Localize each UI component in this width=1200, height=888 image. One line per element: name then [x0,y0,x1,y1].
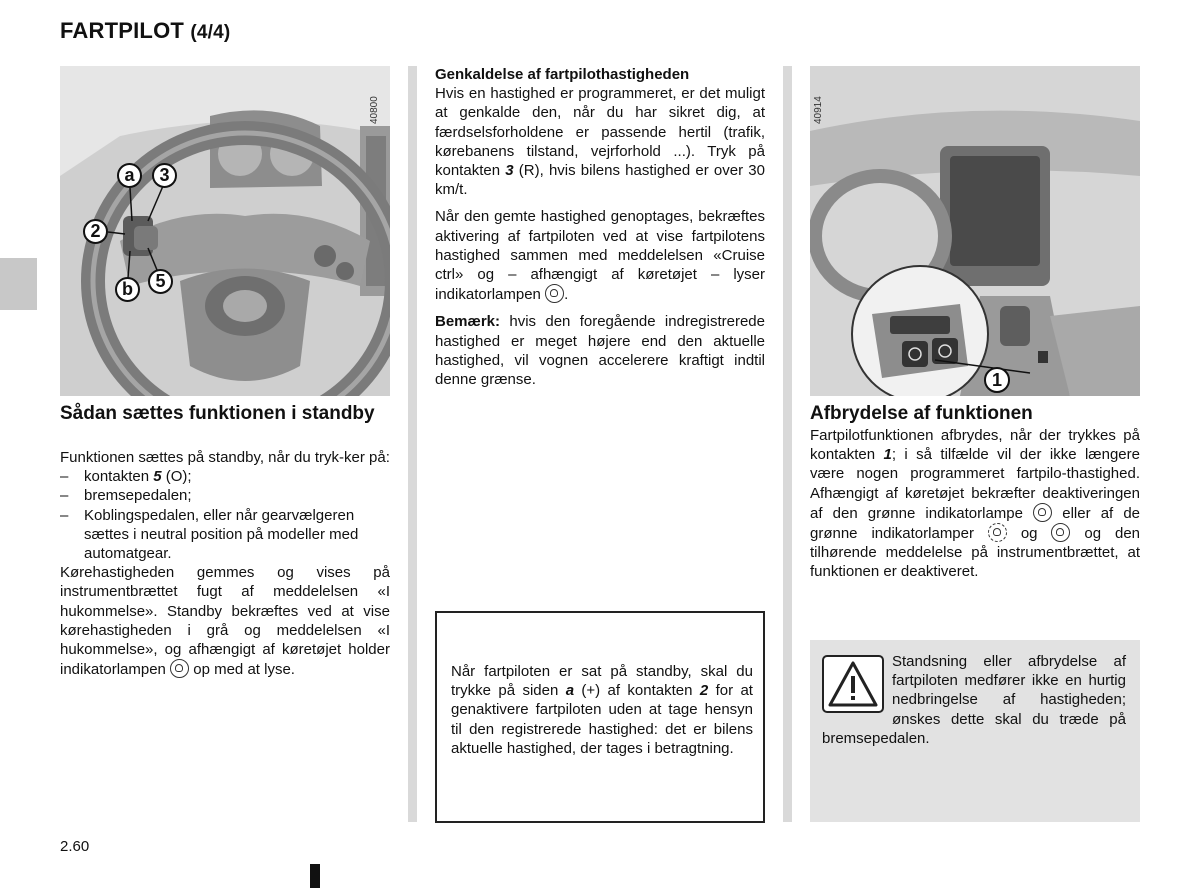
cruise-control-indicator-icon [545,284,564,303]
cruise-control-indicator-icon [1051,523,1070,542]
callout-b: b [115,277,140,302]
standby-intro: Funktionen sættes på standby, når du tryk-ker på: [60,449,390,466]
page-title [60,18,230,44]
callout-5: 5 [148,269,173,294]
page-edge-marker [310,864,320,888]
callout-leader-lines [60,66,390,396]
cruise-control-indicator-icon [988,523,1007,542]
figure-code: 40914 [813,96,824,124]
list-item: – bremsepedalen; [60,487,192,505]
chapter-tab [0,258,37,310]
steering-wheel-illustration [60,66,390,396]
column-divider [408,66,417,822]
callout-2: 2 [83,219,108,244]
warning-box [810,640,1140,822]
figure-code: 40800 [369,96,380,124]
section-heading-standby: Sådan sættes funktionen i standby [60,403,375,424]
section-heading-cancel: Afbrydelse af funktionen [810,403,1033,424]
title-part: (4/4) [190,22,231,43]
page-number: 2.60 [60,838,90,855]
section-heading-recall: Genkaldelse af fartpilothastigheden [435,66,690,83]
recall-paragraph-1: Hvis en hastighed er programmeret, er det muligt at genkalde den, når du har sikret dig, at færdselsforholdene er passende hertil (trafik, kørebanens tilstand, vejrforhold ...). Tryk på kontakten 3 (R), hvis bilens hastighed er over 30 km/t. [435,85,765,199]
dashboard-switch-illustration [810,66,1140,396]
list-item: – kontakten 5 (O); [60,468,192,486]
recall-section [435,65,765,389]
warning-text: Standsning eller afbrydelse af fartpiloten medfører ikke en hurtig nedbringelse af hastigheden; ønskes dette skal du træde på bremsepedalen. [822,653,1126,747]
callout-1: 1 [984,367,1010,393]
standby-paragraph: Kørehastigheden gemmes og vises på instrumentbrættet fugt af meddelelsen «I hukommelse». Standby bekræftes ved at vise kørehastigheden i grå og meddelelsen «I hukommelse», og afhængigt af køretøjet holder indikatorlampen op med at lyse. [60,564,390,679]
callout-3: 3 [152,163,177,188]
cruise-control-indicator-icon [1033,503,1052,522]
standby-note-box [435,611,765,823]
title-main: FARTPILOT [60,18,185,43]
recall-note: Bemærk: hvis den foregående indregistrerede hastighed er meget højere end den aktuelle hastighed, vil vognen accelerere kraftigt indtil denne grænse. [435,313,765,389]
standby-body [60,448,390,679]
recall-paragraph-2: Når den gemte hastighed genoptages, bekræftes aktivering af fartpiloten ved at vise fartpilotens hastighed sammen med meddelelsen «Cruise ctrl» og – afhængigt af køretøjet – lyser indikatorlampen . [435,208,765,304]
standby-note-text: Når fartpiloten er sat på standby, skal du trykke på siden a (+) af kontakten 2 for at genaktivere fartpiloten uden at tage hensyn til den registrerede hastighed: det er bilens aktuelle hastighed, der tages i betragtning. [451,663,753,757]
callout-a: a [117,163,142,188]
list-item: – Koblingspedalen, eller når gearvælgeren sættes i neutral position på modeller med automatgear. [60,506,359,563]
cruise-control-indicator-icon [170,659,189,678]
column-divider [783,66,792,822]
cancel-body: Fartpilotfunktionen afbrydes, når der trykkes på kontakten 1; i så tilfælde vil der ikke længere være nogen programmeret fartpilo-thastighed. Afhængigt af køretøjet bekræfter deaktiveringen af den grønne indikatorlampe eller af de grønne indikatorlamper og og den tilhørende meddelelse på instrumentbrættet, at funktionen er deaktiveret. [810,427,1141,581]
